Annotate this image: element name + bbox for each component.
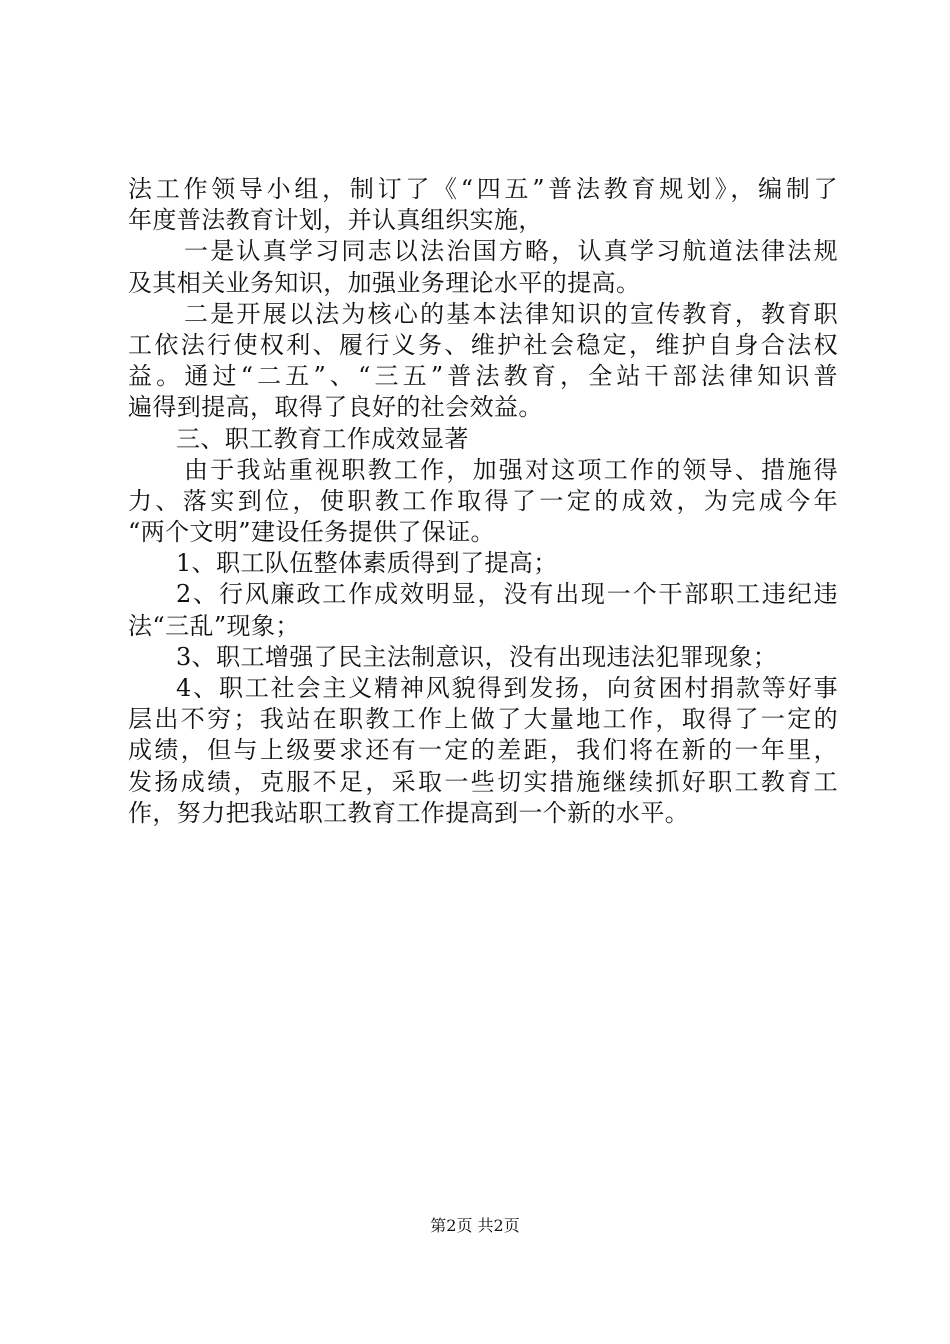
text-line: 三、职工教育工作成效显著 xyxy=(176,424,469,453)
text-line: 二是开展以法为核心的基本法律知识的宣传教育，教育职 xyxy=(184,299,838,328)
text-line: 力、落实到位，使职教工作取得了一定的成效，为完成今年 xyxy=(128,486,838,515)
text-line: 层出不穷；我站在职教工作上做了大量地工作，取得了一定的 xyxy=(128,705,838,734)
body-text xyxy=(128,174,838,829)
text-line: 成绩，但与上级要求还有一定的差距，我们将在新的一年里， xyxy=(128,736,838,765)
text-line: “两个文明”建设任务提供了保证。 xyxy=(128,518,495,547)
text-line: 工依法行使权利、履行义务、维护社会稳定，维护自身合法权 xyxy=(128,330,838,359)
text-line: 一是认真学习同志以法治国方略，认真学习航道法律法规 xyxy=(184,237,838,266)
text-line: 年度普法教育计划，并认真组织实施， xyxy=(128,206,543,235)
text-line: 3、职工增强了民主法制意识，没有出现违法犯罪现象； xyxy=(176,642,778,671)
text-line: 遍得到提高，取得了良好的社会效益。 xyxy=(128,393,543,422)
text-line: 发扬成绩，克服不足，采取一些切实措施继续抓好职工教育工 xyxy=(128,767,838,796)
text-line: 法工作领导小组，制订了《“四五”普法教育规划》，编制了 xyxy=(128,175,838,203)
page-footer: 第2页 共2页 xyxy=(430,1216,520,1235)
text-line: 4、职工社会主义精神风貌得到发扬，向贫困村捐款等好事 xyxy=(176,674,838,702)
text-line: 2、行风廉政工作成效明显，没有出现一个干部职工违纪违 xyxy=(176,580,838,609)
text-line: 由于我站重视职教工作，加强对这项工作的领导、措施得 xyxy=(184,455,838,484)
text-line: 益。通过“二五”、“三五”普法教育，全站干部法律知识普 xyxy=(128,362,838,391)
text-line: 法“三乱”现象； xyxy=(128,611,300,640)
text-line: 及其相关业务知识，加强业务理论水平的提高。 xyxy=(128,268,641,297)
text-line: 作，努力把我站职工教育工作提高到一个新的水平。 xyxy=(128,798,690,827)
text-line: 1、职工队伍整体素质得到了提高； xyxy=(176,549,558,578)
